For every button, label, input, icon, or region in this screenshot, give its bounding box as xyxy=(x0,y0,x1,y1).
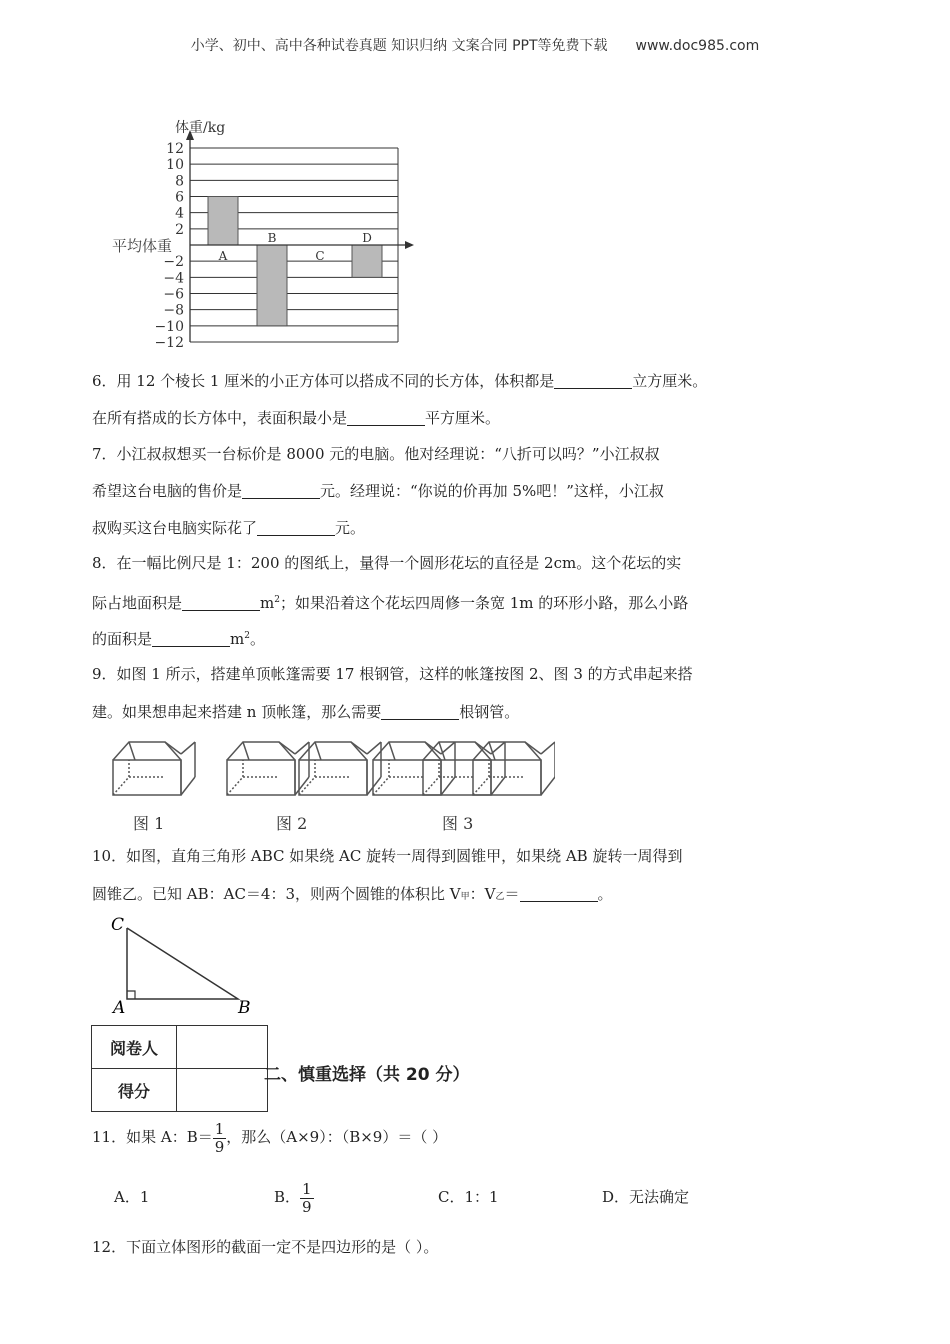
q6-text-a: 6．用 12 个棱长 1 厘米的小正方体可以搭成不同的长方体，体积都是 xyxy=(92,372,555,390)
q11-fraction xyxy=(213,1121,227,1156)
q8-unit-2: m xyxy=(230,630,245,648)
q10-text-a: 圆锥乙。已知 AB：AC＝4：3，则两个圆锥的体积比 V xyxy=(92,885,461,903)
answer-blank xyxy=(347,410,425,426)
q11-option-c[interactable]: C．1：1 xyxy=(438,1188,499,1206)
answer-blank xyxy=(257,520,335,536)
y-tick-label: 6 xyxy=(175,189,184,206)
tent-fig3 xyxy=(373,742,555,795)
q11-option-b-den: 9 xyxy=(302,1197,312,1216)
header-site: www.doc985.com xyxy=(635,38,760,54)
score-table xyxy=(91,1025,268,1112)
y-tick-label: −2 xyxy=(163,254,184,271)
triangle-outline xyxy=(127,928,238,999)
q6-text-b: 立方厘米。 xyxy=(632,372,708,390)
tent-fig1 xyxy=(113,742,195,795)
q7-text-d: 元。 xyxy=(335,519,366,537)
q11-option-b-label: B． xyxy=(274,1188,301,1206)
category-label-d: D xyxy=(362,231,372,245)
q11-frac-den: 9 xyxy=(214,1137,225,1156)
q11-text-b: ，那么（A×9）：（B×9）＝（ ） xyxy=(226,1128,448,1146)
answer-blank xyxy=(242,483,320,499)
q6-text-c: 在所有搭成的长方体中，表面积最小是 xyxy=(92,409,348,427)
y-tick-label: −12 xyxy=(154,335,184,351)
q8-text-d: 。 xyxy=(249,630,265,648)
q8-sup: 2 xyxy=(274,595,280,605)
q11-option-a[interactable]: A．1 xyxy=(114,1188,150,1206)
tent-fig2 xyxy=(227,742,381,795)
q10-line1: 10．如图，直角三角形 ABC 如果绕 AC 旋转一周得到圆锥甲，如果绕 AB 旋转一周得到 xyxy=(92,847,683,865)
q8-text-b: ；如果沿着这个花坛四周修一条宽 1m 的环形小路，那么小路 xyxy=(279,594,689,612)
q6-text-d: 平方厘米。 xyxy=(425,409,501,427)
category-label-c: C xyxy=(315,249,325,263)
y-tick-label: 2 xyxy=(175,221,184,238)
y-tick-label: 10 xyxy=(166,157,184,174)
q8-text-a: 际占地面积是 xyxy=(92,594,183,612)
y-tick-label: −10 xyxy=(154,318,184,335)
q6-line2 xyxy=(92,408,500,428)
right-angle-mark xyxy=(127,991,135,999)
q9-text-a: 建。如果想串起来搭建 n 顶帐篷，那么需要 xyxy=(92,703,382,721)
q10-sub-yi: 乙 xyxy=(495,892,505,902)
q10-line2 xyxy=(92,884,613,907)
q10-sub-jia: 甲 xyxy=(460,892,470,902)
q12-line: 12．下面立体图形的截面一定不是四边形的是（ ）。 xyxy=(92,1238,439,1256)
q7-line1: 7．小江叔叔想买一台标价是 8000 元的电脑。他对经理说：“八折可以吗？”小江叔叔 xyxy=(92,445,660,463)
q11-option-b-fraction xyxy=(300,1181,314,1216)
q7-line3 xyxy=(92,518,365,538)
q7-text-c: 叔购买这台电脑实际花了 xyxy=(92,519,258,537)
answer-blank xyxy=(152,631,230,647)
q11-option-b[interactable] xyxy=(274,1178,314,1216)
q9-line1: 9．如图 1 所示，搭建单顶帐篷需要 17 根钢管，这样的帐篷按图 2、图 3 的方式串起来搭 xyxy=(92,665,693,683)
category-label-b: B xyxy=(267,231,277,245)
q10-text-c: ＝ xyxy=(504,885,520,903)
answer-blank xyxy=(381,704,459,720)
y-axis-title: 体重/kg xyxy=(175,120,226,136)
score-cell[interactable] xyxy=(177,1069,268,1112)
q11-option-b-num: 1 xyxy=(302,1179,312,1198)
right-triangle-figure xyxy=(105,910,265,1020)
category-label-a: A xyxy=(218,249,228,263)
q8-sup-2: 2 xyxy=(244,631,250,641)
y-tick-label: 4 xyxy=(175,205,184,222)
answer-blank xyxy=(182,595,260,611)
fig2-caption: 图 2 xyxy=(276,814,308,833)
label-b: B xyxy=(238,998,251,1018)
label-a: A xyxy=(113,998,126,1018)
reviewer-cell[interactable] xyxy=(177,1026,268,1069)
y-tick-label: 8 xyxy=(175,173,184,190)
q10-text-d: 。 xyxy=(597,885,613,903)
q11-option-d[interactable]: D．无法确定 xyxy=(602,1188,690,1206)
reviewer-label: 阅卷人 xyxy=(92,1026,177,1069)
q8-line3 xyxy=(92,626,265,649)
bar-b xyxy=(257,245,287,326)
page-header xyxy=(0,35,950,55)
fig3-caption: 图 3 xyxy=(442,814,474,833)
q7-text-b: 元。经理说：“你说的价再加 5%吧！”这样，小江叔 xyxy=(320,482,664,500)
section2-title: 二、慎重选择（共 20 分） xyxy=(264,1065,470,1085)
q11-frac-num: 1 xyxy=(214,1119,225,1138)
q8-unit: m xyxy=(260,594,275,612)
tent-figures xyxy=(105,730,555,805)
weight-bar-chart xyxy=(100,110,430,355)
q8-text-c: 的面积是 xyxy=(92,630,153,648)
label-c: C xyxy=(111,915,125,935)
y-tick-label: −6 xyxy=(163,286,184,303)
y-tick-label: 12 xyxy=(166,141,184,157)
q7-line2 xyxy=(92,481,664,501)
q8-line1: 8．在一幅比例尺是 1：200 的图纸上，量得一个圆形花坛的直径是 2cm。这个花坛的实 xyxy=(92,554,682,572)
answer-blank xyxy=(520,886,598,902)
answer-blank xyxy=(554,373,632,389)
q6-line1 xyxy=(92,371,707,391)
bar-d xyxy=(352,245,382,277)
q8-line2 xyxy=(92,590,688,613)
q9-text-b: 根钢管。 xyxy=(459,703,520,721)
y-tick-label: −4 xyxy=(163,270,184,287)
fig1-caption: 图 1 xyxy=(133,814,165,833)
q9-line2 xyxy=(92,702,519,722)
bar-a xyxy=(208,197,238,246)
q10-text-b: ：V xyxy=(469,885,496,903)
q11-text-a: 11．如果 A：B＝ xyxy=(92,1128,213,1146)
baseline-label: 平均体重 xyxy=(112,237,173,255)
q11-line xyxy=(92,1118,447,1156)
score-label: 得分 xyxy=(92,1069,177,1112)
y-tick-label: −8 xyxy=(163,302,184,319)
header-text: 小学、初中、高中各种试卷真题 知识归纳 文案合同 PPT等免费下载 xyxy=(190,38,608,54)
q7-text-a: 希望这台电脑的售价是 xyxy=(92,482,243,500)
x-axis-arrow xyxy=(405,241,414,249)
